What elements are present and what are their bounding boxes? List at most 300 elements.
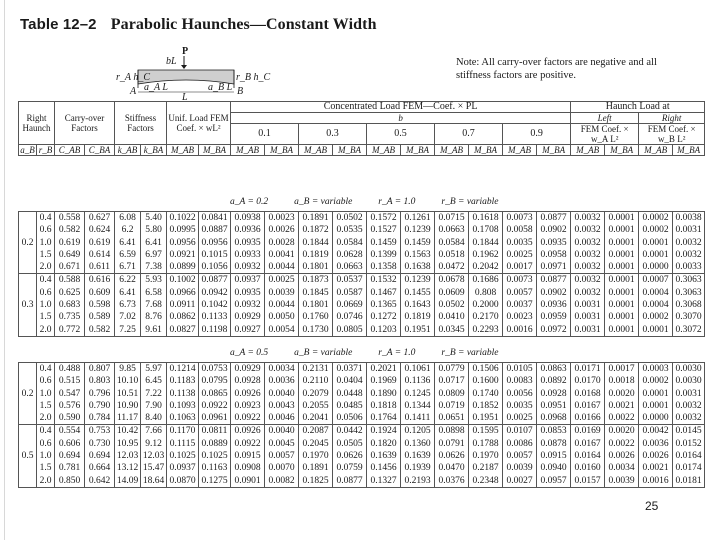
table-row [19, 412, 705, 425]
table-cell: 0.0004 [639, 287, 673, 299]
table-cell: 0.0922 [231, 412, 265, 425]
table-cell: 0.1801 [299, 261, 333, 274]
table-cell: 0.0669 [333, 299, 367, 311]
table-cell: 0.781 [55, 462, 85, 474]
column-label: M_BA [537, 145, 571, 156]
column-label-row [19, 145, 705, 156]
section-parameter: a_A = 0.2 [230, 197, 269, 207]
table-cell: 0.0031 [571, 311, 605, 323]
table-cell: 0.1872 [299, 224, 333, 236]
table-cell: 0.735 [55, 311, 85, 323]
table-cell: 0.1643 [401, 299, 435, 311]
table-cell: 0.611 [85, 261, 115, 274]
table-cell: 0.0935 [231, 237, 265, 249]
section-parameter: r_B = variable [441, 348, 499, 358]
table-cell: 0.0001 [605, 324, 639, 337]
table-cell: 0.590 [55, 412, 85, 425]
table-cell: 0.0073 [503, 274, 537, 287]
table-cell: 0.0167 [571, 438, 605, 450]
table-cell: 0.554 [55, 425, 85, 438]
table-cell: 0.0929 [231, 363, 265, 376]
column-label: M_BA [333, 145, 367, 156]
header-right-haunch: Right Haunch [19, 102, 55, 145]
table-cell: 0.0877 [199, 274, 231, 287]
table-cell: 1.5 [37, 462, 55, 474]
table-cell: 0.1686 [469, 274, 503, 287]
table-cell: 0.0922 [231, 438, 265, 450]
table-cell: 11.17 [115, 412, 141, 425]
table-cell: 0.0041 [265, 249, 299, 261]
table-cell: 5.40 [141, 212, 167, 225]
table-cell: 0.619 [55, 237, 85, 249]
table-cell: 0.0050 [265, 311, 299, 323]
table-cell: 0.2131 [299, 363, 333, 376]
table-cell: 0.0038 [673, 212, 705, 225]
table-cell: 0.0086 [503, 438, 537, 450]
table-cell: 0.0040 [265, 388, 299, 400]
page-number: 25 [645, 499, 659, 513]
table-cell: 0.0928 [537, 388, 571, 400]
table-cell: 0.0961 [199, 412, 231, 425]
table-cell: 0.1969 [367, 375, 401, 387]
table-cell: 0.0932 [231, 299, 265, 311]
table-cell: 0.0039 [503, 462, 537, 474]
table-cell: 0.1239 [401, 274, 435, 287]
column-label: M_AB [503, 145, 537, 156]
table-cell: 13.12 [115, 462, 141, 474]
table-cell: 0.609 [85, 287, 115, 299]
header-b-value: 0.3 [299, 124, 367, 145]
table-cell: 0.1183 [167, 375, 199, 387]
table-cell: 0.1093 [167, 400, 199, 412]
table-cell: 0.0034 [265, 363, 299, 376]
table-cell: 0.0951 [537, 400, 571, 412]
table-cell: 0.614 [85, 249, 115, 261]
table-cell: 0.0034 [605, 462, 639, 474]
table-cell: 1.0 [37, 237, 55, 249]
table-cell: 0.1708 [469, 224, 503, 236]
table-cell: 0.0502 [333, 212, 367, 225]
table-cell: 0.1819 [299, 249, 333, 261]
table-cell: 0.0791 [435, 438, 469, 450]
table-cell: 0.1022 [167, 212, 199, 225]
section-parameter: r_B = variable [441, 197, 499, 207]
table-cell: 0.808 [469, 287, 503, 299]
table-cell: 0.0031 [673, 224, 705, 236]
table-cell: 0.0001 [605, 237, 639, 249]
table-cell: 0.1819 [401, 311, 435, 323]
table-cell: 0.1825 [299, 475, 333, 488]
table-cell: 0.0032 [571, 224, 605, 236]
table-cell: 1.5 [37, 400, 55, 412]
table-cell: 5.93 [141, 274, 167, 287]
table-cell: 0.0025 [503, 249, 537, 261]
table-cell: 0.0057 [503, 287, 537, 299]
table-cell: 6.41 [115, 237, 141, 249]
table-cell: 0.0345 [435, 324, 469, 337]
table-cell: 0.589 [85, 311, 115, 323]
table-cell: 0.606 [55, 438, 85, 450]
table-cell: 0.1138 [167, 388, 199, 400]
table-cell: 0.0035 [503, 400, 537, 412]
table-cell: 0.0936 [537, 299, 571, 311]
table-cell: 0.1061 [401, 363, 435, 376]
table-cell: 0.0032 [571, 287, 605, 299]
table-cell: 0.1970 [469, 450, 503, 462]
column-label: M_AB [231, 145, 265, 156]
table-cell: 0.2041 [299, 412, 333, 425]
table-row [19, 212, 705, 225]
table-cell: 0.6 [37, 224, 55, 236]
table-cell: 0.0002 [639, 311, 673, 323]
table-cell: 0.0841 [199, 212, 231, 225]
table-cell: 0.6 [37, 438, 55, 450]
table-cell: 0.616 [85, 274, 115, 287]
table-cell: 0.0956 [167, 237, 199, 249]
table-cell: 0.0870 [167, 475, 199, 488]
table-cell: 7.02 [115, 311, 141, 323]
table-cell: 0.0940 [537, 462, 571, 474]
table-cell: 0.1203 [367, 324, 401, 337]
table-cell: 0.0626 [333, 450, 367, 462]
table-cell: 0.0877 [537, 274, 571, 287]
table-cell: 0.664 [85, 462, 115, 474]
table-cell: 10.51 [115, 388, 141, 400]
table-cell: 0.1133 [199, 311, 231, 323]
table-cell: 0.1015 [199, 249, 231, 261]
header-b-value: 0.5 [367, 124, 435, 145]
table-row [19, 388, 705, 400]
support-a-label: A [130, 86, 137, 97]
table-cell: 12.03 [141, 450, 167, 462]
table-cell: 2.0 [37, 261, 55, 274]
table-cell: 0.0001 [639, 249, 673, 261]
table-cell: 0.1572 [367, 212, 401, 225]
scan-edge-line [4, 0, 5, 540]
table-cell: 0.0922 [199, 400, 231, 412]
table-cell: 0.0995 [167, 224, 199, 236]
table-cell: 0.0043 [265, 400, 299, 412]
table-cell: 0.1532 [367, 274, 401, 287]
table-cell: 0.1891 [299, 212, 333, 225]
table-cell: 0.0404 [333, 375, 367, 387]
table-cell: 0.0169 [571, 425, 605, 438]
table-cell: 0.1788 [469, 438, 503, 450]
table-cell: 0.1760 [299, 311, 333, 323]
table-cell: 0.0042 [639, 425, 673, 438]
table-cell: 1.5 [37, 249, 55, 261]
table-cell: 0.0044 [265, 261, 299, 274]
table-cell: 0.1845 [299, 287, 333, 299]
haunch-ab-value: 0.2 [19, 212, 37, 274]
table-row [19, 311, 705, 323]
table-cell: 0.0926 [231, 388, 265, 400]
table-cell: 0.0023 [503, 311, 537, 323]
table-cell: 0.0584 [333, 237, 367, 249]
table-cell: 0.1275 [199, 475, 231, 488]
column-label: M_BA [199, 145, 231, 156]
table-cell: 0.0001 [639, 237, 673, 249]
table-cell: 0.0663 [333, 261, 367, 274]
table-cell: 0.1025 [167, 450, 199, 462]
column-label: M_BA [401, 145, 435, 156]
table-cell: 0.0030 [673, 363, 705, 376]
table-cell: 0.0927 [231, 324, 265, 337]
table-cell: 0.0717 [435, 375, 469, 387]
table-cell: 5.80 [141, 224, 167, 236]
table-cell: 14.09 [115, 475, 141, 488]
table-cell: 0.0033 [673, 261, 705, 274]
table-row [19, 475, 705, 488]
table-cell: 0.0017 [503, 261, 537, 274]
table-cell: 0.0956 [199, 237, 231, 249]
table-cell: 0.0032 [571, 212, 605, 225]
table-cell: 0.0923 [231, 400, 265, 412]
column-label: M_AB [299, 145, 333, 156]
table-cell: 0.0470 [435, 462, 469, 474]
table-row [19, 450, 705, 462]
table-cell: 0.1459 [401, 237, 435, 249]
table-cell: 0.0887 [199, 224, 231, 236]
table-cell: 0.2170 [469, 311, 503, 323]
table-cell: 8.40 [141, 412, 167, 425]
table-cell: 0.0082 [265, 475, 299, 488]
table-cell: 0.0036 [265, 375, 299, 387]
data-section-table [18, 211, 705, 337]
table-cell: 0.0000 [639, 412, 673, 425]
table-cell: 0.6 [37, 287, 55, 299]
table-cell: 0.2021 [367, 363, 401, 376]
table-cell: 10.42 [115, 425, 141, 438]
table-cell: 0.0877 [537, 212, 571, 225]
table-cell: 6.45 [141, 375, 167, 387]
table-cell: 0.1344 [401, 400, 435, 412]
table-cell: 0.0025 [503, 412, 537, 425]
table-cell: 6.22 [115, 274, 141, 287]
table-cell: 0.0036 [639, 438, 673, 450]
table-cell: 0.0001 [605, 249, 639, 261]
table-cell: 0.0020 [605, 425, 639, 438]
table-cell: 7.22 [141, 388, 167, 400]
table-cell: 6.73 [115, 299, 141, 311]
table-cell: 0.1459 [367, 237, 401, 249]
table-cell: 0.0045 [265, 438, 299, 450]
table-cell: 0.1951 [401, 324, 435, 337]
table-cell: 0.2193 [401, 475, 435, 488]
table-cell: 0.0719 [435, 400, 469, 412]
table-cell: 0.0371 [333, 363, 367, 376]
column-label: M_BA [605, 145, 639, 156]
haunch-ab-value: 0.3 [19, 274, 37, 336]
table-cell: 0.2348 [469, 475, 503, 488]
column-label: C_BA [85, 145, 115, 156]
column-label: k_AB [115, 145, 141, 156]
table-cell: 0.0164 [673, 450, 705, 462]
table-cell: 0.0032 [571, 249, 605, 261]
table-cell: 10.10 [115, 375, 141, 387]
table-cell: 0.0651 [435, 412, 469, 425]
table-cell: 0.1818 [367, 400, 401, 412]
table-cell: 0.1365 [367, 299, 401, 311]
header-fem-left: FEM Coef. × w_A L² [571, 124, 639, 145]
table-cell: 0.0926 [231, 425, 265, 438]
table-row [19, 299, 705, 311]
table-cell: 0.2187 [469, 462, 503, 474]
table-cell: 12.03 [115, 450, 141, 462]
table-cell: 0.0016 [639, 475, 673, 488]
table-cell: 0.1891 [299, 462, 333, 474]
table-cell: 0.0039 [265, 287, 299, 299]
table-row [19, 375, 705, 387]
table-cell: 0.796 [85, 388, 115, 400]
table-cell: 0.0921 [167, 249, 199, 261]
table-cell: 0.1506 [469, 363, 503, 376]
table-cell: 0.1360 [401, 438, 435, 450]
table-cell: 0.0031 [571, 299, 605, 311]
table-cell: 0.0164 [571, 450, 605, 462]
table-cell: 0.0506 [333, 412, 367, 425]
table-cell: 0.1600 [469, 375, 503, 387]
table-cell: 0.0911 [167, 299, 199, 311]
load-arrowhead [181, 65, 187, 69]
table-cell: 7.68 [141, 299, 167, 311]
load-label: P [182, 46, 189, 57]
table-cell: 1.0 [37, 388, 55, 400]
table-cell: 0.0957 [537, 475, 571, 488]
table-cell: 0.0809 [435, 388, 469, 400]
table-cell: 0.1939 [401, 462, 435, 474]
column-label: M_AB [435, 145, 469, 156]
table-cell: 6.71 [115, 261, 141, 274]
table-cell: 0.0105 [503, 363, 537, 376]
table-cell: 0.0795 [199, 375, 231, 387]
table-cell: 0.0959 [537, 311, 571, 323]
header-left: Left [571, 113, 639, 124]
table-cell: 0.598 [85, 299, 115, 311]
table-cell: 6.97 [141, 249, 167, 261]
table-cell: 0.1358 [367, 261, 401, 274]
table-cell: 0.1115 [167, 438, 199, 450]
table-cell: 0.0002 [639, 212, 673, 225]
table-cell: 0.0007 [639, 274, 673, 287]
table-row [19, 324, 705, 337]
header-concentrated-load: Concentrated Load FEM—Coef. × PL [231, 102, 571, 113]
table-cell: 0.624 [85, 224, 115, 236]
table-cell: 6.41 [141, 237, 167, 249]
table-cell: 0.0863 [537, 363, 571, 376]
table-cell: 6.58 [141, 287, 167, 299]
table-cell: 0.0145 [673, 425, 705, 438]
table-cell: 0.649 [55, 249, 85, 261]
table-cell: 0.0039 [605, 475, 639, 488]
header-right: Right [639, 113, 705, 124]
header-stiffness: Stiffness Factors [115, 102, 167, 145]
table-cell: 0.1873 [299, 274, 333, 287]
table-cell: 0.0107 [503, 425, 537, 438]
header-fem-right: FEM Coef. × w_B L² [639, 124, 705, 145]
table-cell: 0.3070 [673, 311, 705, 323]
table-cell: 0.1170 [167, 425, 199, 438]
table-cell: 0.1025 [199, 450, 231, 462]
table-cell: 0.547 [55, 388, 85, 400]
table-cell: 0.0502 [435, 299, 469, 311]
table-cell: 0.0898 [435, 425, 469, 438]
table-cell: 0.1924 [367, 425, 401, 438]
table-cell: 0.0160 [571, 462, 605, 474]
aa-l-label: a_A L [144, 82, 168, 93]
ab-l-label: a_B L [208, 82, 233, 93]
header-b-value: 0.1 [231, 124, 299, 145]
table-cell: 0.0021 [639, 462, 673, 474]
table-row [19, 249, 705, 261]
table-cell: 0.1951 [469, 412, 503, 425]
table-cell: 0.0026 [605, 450, 639, 462]
table-cell: 0.0026 [265, 224, 299, 236]
table-cell: 0.0170 [571, 375, 605, 387]
table-cell: 0.0968 [537, 412, 571, 425]
column-label: M_AB [167, 145, 199, 156]
table-cell: 0.0031 [571, 324, 605, 337]
column-label: M_BA [469, 145, 503, 156]
table-cell: 0.576 [55, 400, 85, 412]
table-cell: 0.1764 [367, 412, 401, 425]
column-label: M_BA [265, 145, 299, 156]
column-label: M_AB [367, 145, 401, 156]
section-parameter: r_A = 1.0 [378, 348, 416, 358]
table-cell: 0.1056 [199, 261, 231, 274]
table-cell: 0.1595 [469, 425, 503, 438]
haunch-ab-value: 0.5 [19, 425, 37, 487]
table-cell: 0.0827 [167, 324, 199, 337]
table-row [19, 425, 705, 438]
table-cell: 0.0587 [333, 287, 367, 299]
table-cell: 0.0410 [435, 311, 469, 323]
table-cell: 0.1730 [299, 324, 333, 337]
table-cell: 15.47 [141, 462, 167, 474]
section-parameter: r_A = 1.0 [378, 197, 416, 207]
table-cell: 0.0001 [639, 324, 673, 337]
header-b-value: 0.7 [435, 124, 503, 145]
data-section-table [18, 362, 705, 488]
table-cell: 0.0663 [435, 224, 469, 236]
table-cell: 0.0933 [231, 249, 265, 261]
table-cell: 0.0057 [503, 450, 537, 462]
table-cell: 0.0442 [333, 425, 367, 438]
table-cell: 0.1639 [401, 450, 435, 462]
table-cell: 0.0002 [639, 224, 673, 236]
table-cell: 0.0862 [167, 311, 199, 323]
table-cell: 0.627 [85, 212, 115, 225]
table-cell: 9.61 [141, 324, 167, 337]
table-title [20, 16, 377, 34]
rb-hc-label: r_B h_C [236, 72, 271, 83]
table-cell: 0.0018 [605, 375, 639, 387]
table-cell: 0.0016 [503, 324, 537, 337]
table-cell: 0.625 [55, 287, 85, 299]
table-cell: 0.0958 [537, 249, 571, 261]
table-cell: 0.850 [55, 475, 85, 488]
table-cell: 0.0971 [537, 261, 571, 274]
table-cell: 0.0157 [571, 475, 605, 488]
table-cell: 0.0878 [537, 438, 571, 450]
table-cell: 0.0853 [537, 425, 571, 438]
table-cell: 0.1399 [367, 249, 401, 261]
table-cell: 6.2 [115, 224, 141, 236]
table-cell: 2.0 [37, 324, 55, 337]
table-cell: 0.0932 [231, 261, 265, 274]
section-parameter: a_A = 0.5 [230, 348, 269, 358]
table-cell: 0.772 [55, 324, 85, 337]
